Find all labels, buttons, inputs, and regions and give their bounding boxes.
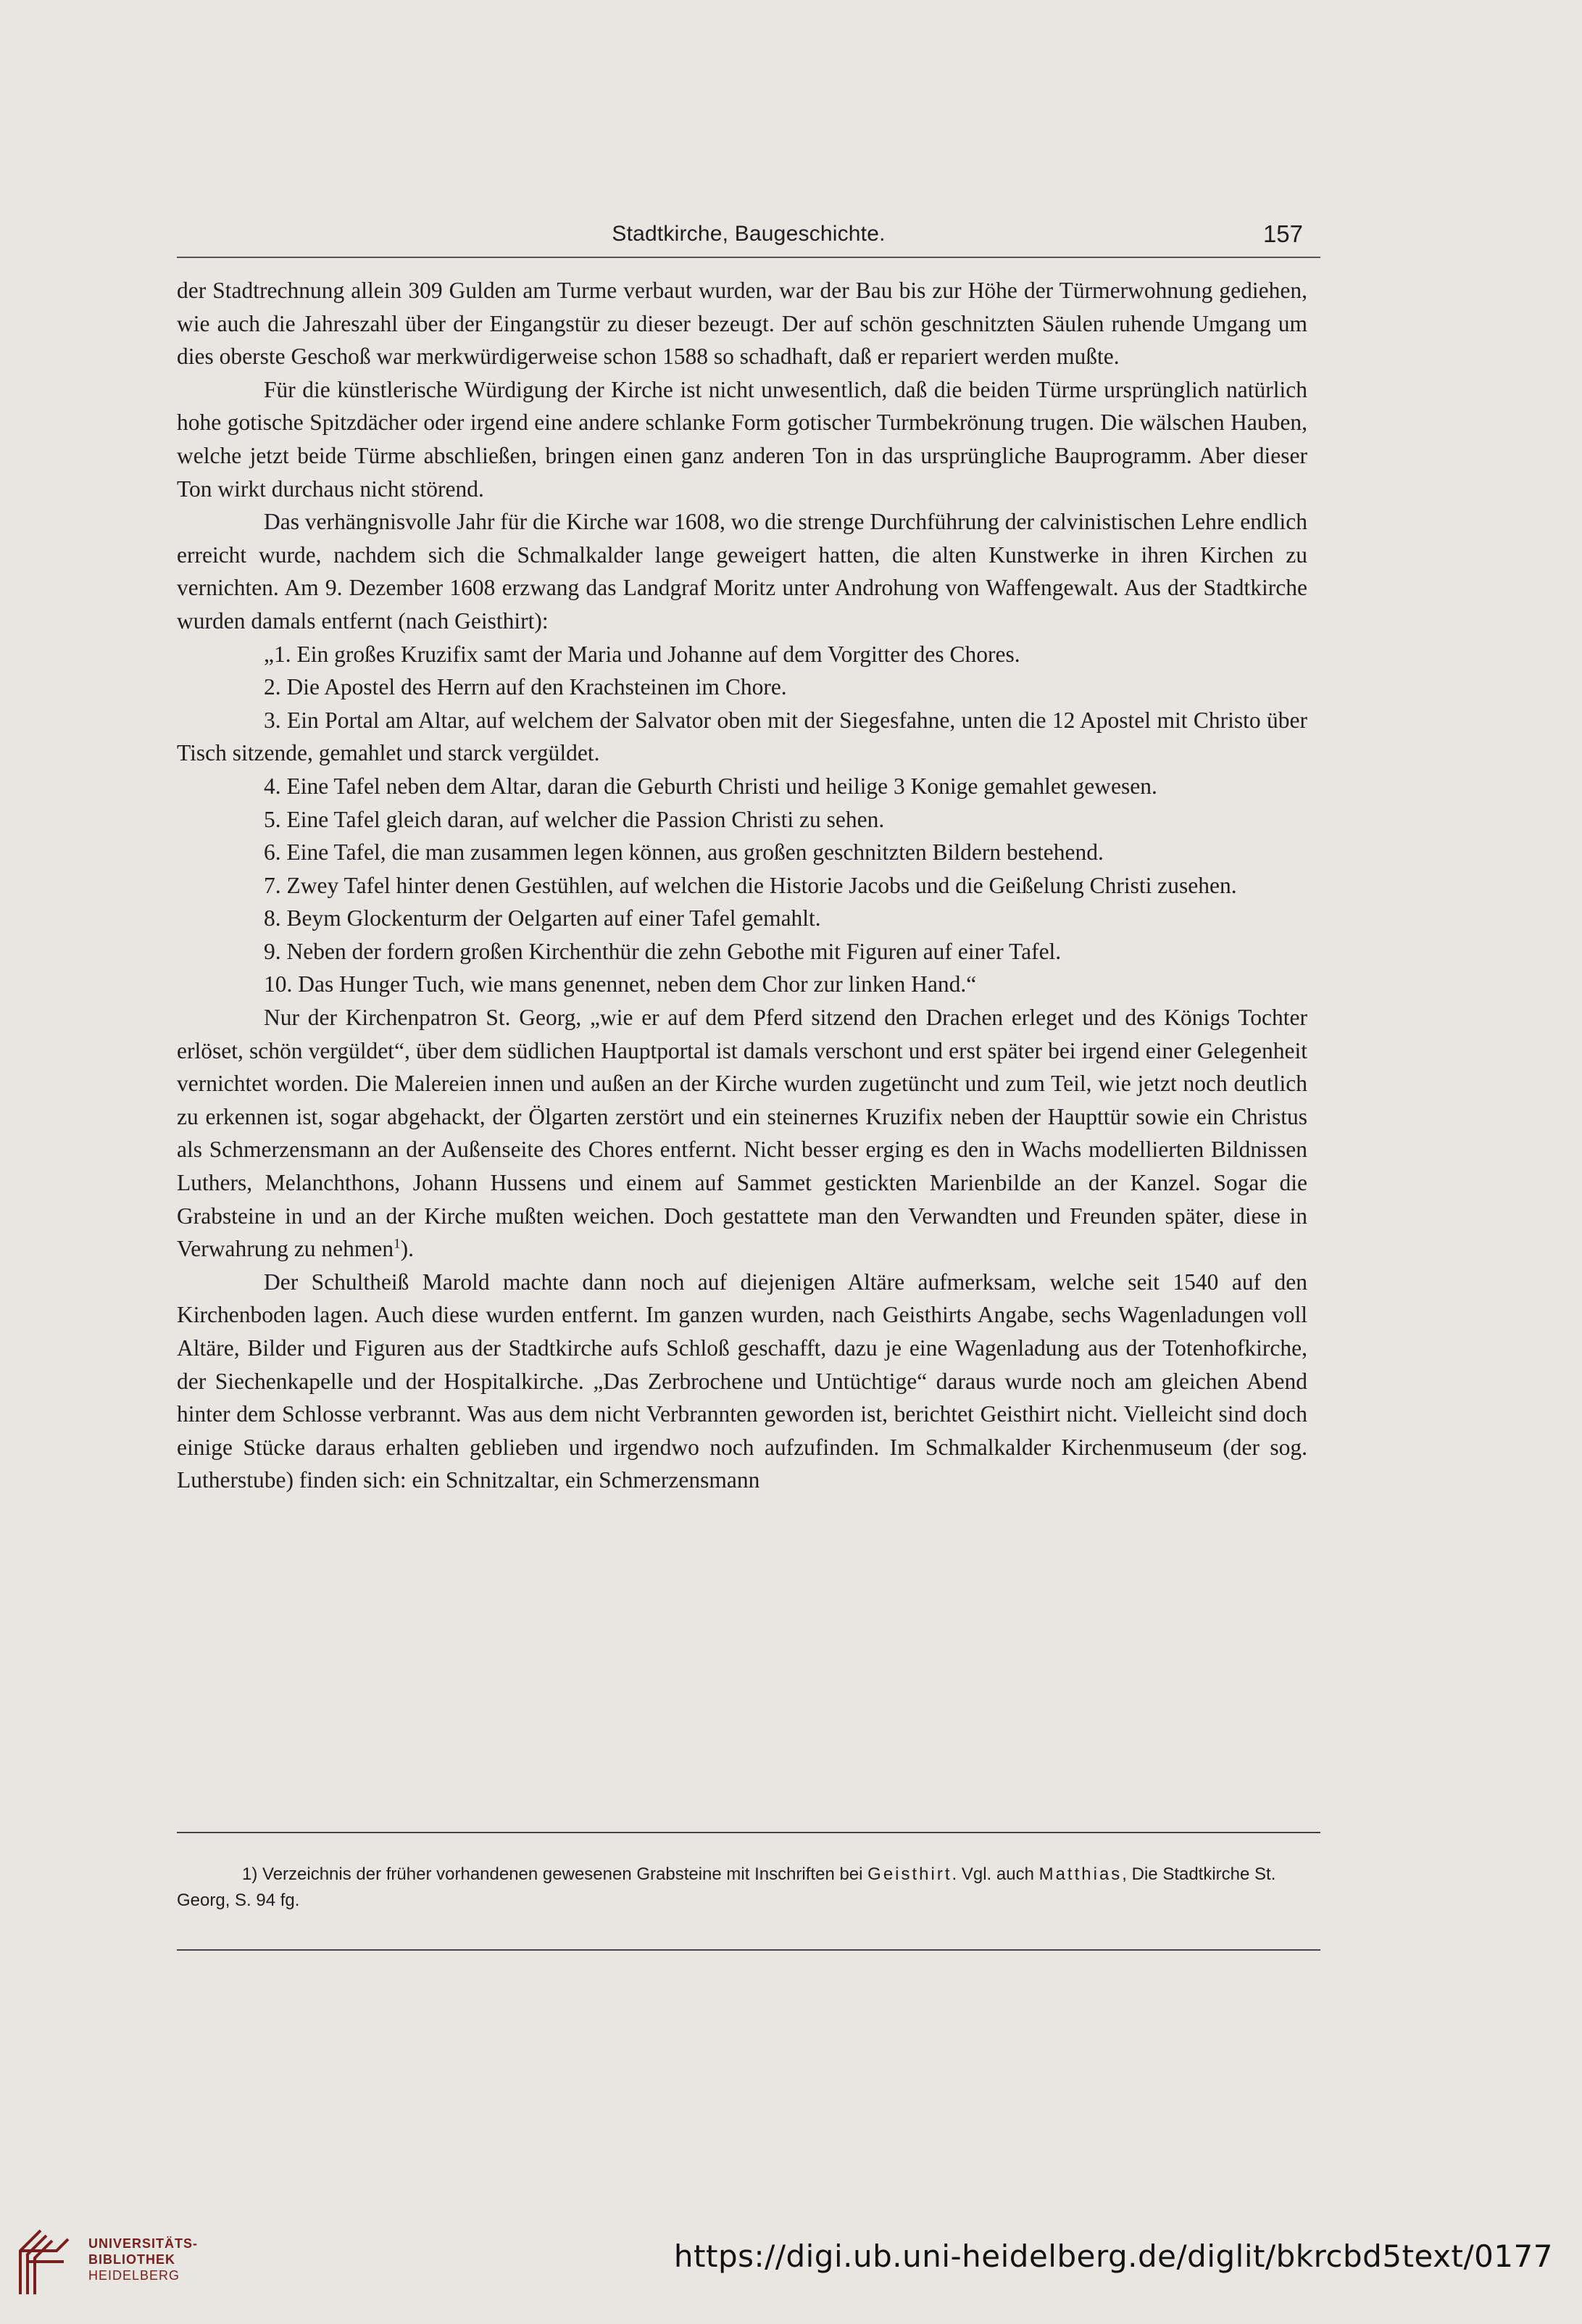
footnote-rule [177, 1832, 1320, 1833]
footnote-part: 1) Verzeichnis der früher vorhandenen gewesenen Grabsteine mit Inschriften bei [242, 1864, 868, 1884]
page-number: 157 [1262, 220, 1303, 247]
library-name-line: BIBLIOTHEK [88, 2252, 175, 2267]
paragraph [177, 1001, 1307, 1266]
library-name [88, 2236, 198, 2283]
paragraph-text: Nur der Kirchenpatron St. Georg, „wie er auf dem Pferd sitzend den Drachen erleget und des Königs Tochter erlöset, schön vergüldet“, über dem südlichen Hauptportal ist damals verschont und erst später bei irgend einer Gelegenheit vernichtet worden. Die Malereien innen und außen an der Kirche wurden zugetüncht und zum Teil, wie jetzt noch deutlich zu erkennen ist, sogar abgehackt, der Ölgarten zerstört und ein steinernes Kruzifix neben der Haupttür sowie ein Christus als Schmerzensmann an der Außenseite des Chores entfernt. Nicht besser erging es den in Wachs modellierten Bildnissen Luthers, Melanchthons, Johann Hussens und einem auf Sammet gestickten Marienbilde an der Kanzel. Sogar die Grabsteine in und an der Kirche mußten weichen. Doch gestattete man den Verwandten und Freunden später, diese in Verwahrung zu nehmen [177, 1005, 1307, 1262]
paragraph-end: ). [400, 1236, 415, 1262]
list-item: 8. Beym Glockenturm der Oelgarten auf einer Tafel gemahlt. [264, 905, 821, 931]
header-rule [177, 257, 1320, 258]
running-title: Stadtkirche, Baugeschichte. [612, 222, 886, 246]
running-header [177, 219, 1320, 260]
digitization-footer [0, 2204, 1582, 2324]
paragraph: der Stadtrechnung allein 309 Gulden am Turme verbaut wurden, war der Bau bis zur Höhe der Türmerwohnung gediehen, wie auch die Jahreszahl über der Eingangstür zu dieser bezeugt. Der auf schön geschnitzten Säulen ruhende Umgang um dies oberste Geschoß war merkwürdigerweise schon 1588 so schadhaft, daß er repariert werden mußte. [177, 278, 1307, 370]
library-name-line: UNIVERSITÄTS- [88, 2236, 199, 2251]
list-item: 5. Eine Tafel gleich daran, auf welcher die Passion Christi zu sehen. [264, 806, 885, 832]
body-text [177, 274, 1307, 1497]
list-item: 9. Neben der fordern großen Kirchenthür die zehn Gebothe mit Figuren auf einer Tafel. [264, 938, 1062, 964]
footnote-marker[interactable]: 1 [394, 1236, 401, 1252]
list-item: 6. Eine Tafel, die man zusammen legen können, aus großen geschnitzten Bildern bestehend. [264, 839, 1104, 866]
list-item: 2. Die Apostel des Herrn auf den Krachsteinen im Chore. [264, 674, 787, 700]
paragraph: Für die künstlerische Würdigung der Kirche ist nicht unwesentlich, daß die beiden Türme ursprünglich natürlich hohe gotische Spitzdächer oder irgend eine andere schlanke Form gotischer Turmbekrönung trugen. Die wälschen Hauben, welche jetzt beide Türme abschließen, bringen einen ganz anderen Ton in das ursprüngliche Bauprogramm. Aber dieser Ton wirkt durchaus nicht störend. [177, 376, 1307, 502]
list-item: 4. Eine Tafel neben dem Altar, daran die Geburth Christi und heilige 3 Konige gemahlet gewesen. [264, 773, 1157, 799]
footnote-author: Matthias [1038, 1864, 1123, 1884]
library-name-line: HEIDELBERG [88, 2268, 180, 2283]
list-item: 3. Ein Portal am Altar, auf welchem der Salvator oben mit der Siegesfahne, unten die 12 Apostel mit Christo über Tisch sitzende, gemahlet und starck vergüldet. [177, 707, 1307, 766]
list-item: 7. Zwey Tafel hinter denen Gestühlen, auf welchen die Historie Jacobs und die Geißelung Christi zusehen. [264, 872, 1237, 898]
library-logo-icon [13, 2225, 74, 2298]
footnote-part: . Vgl. auch [952, 1864, 1039, 1884]
footnote-author: Geisthirt [867, 1864, 952, 1884]
footnote-part: , Die Stadtkirche St. Georg, S. 94 fg. [177, 1864, 1276, 1910]
bottom-rule [177, 1949, 1320, 1951]
source-url[interactable]: https://digi.ub.uni-heidelberg.de/diglit/bkrcbd5text/0177 [673, 2238, 1553, 2274]
paragraph: Der Schultheiß Marold machte dann noch auf diejenigen Altäre aufmerksam, welche seit 1540 auf den Kirchenboden lagen. Auch diese wurden entfernt. Im ganzen wurden, nach Geisthirts Angabe, sechs Wagenladungen voll Altäre, Bilder und Figuren aus der Stadtkirche aufs Schloß geschafft, dazu je eine Wagenladung aus der Totenhofkirche, der Siechenkapelle und der Hospitalkirche. „Das Zerbrochene und Untüchtige“ daraus wurde noch am gleichen Abend hinter dem Schlosse verbrannt. Was aus dem nicht Verbrannten geworden ist, berichtet Geisthirt nicht. Vielleicht sind doch einige Stücke daraus erhalten geblieben und irgendwo noch aufzufinden. Im Schmalkalder Kirchenmuseum (der sog. Lutherstube) finden sich: ein Schnitzaltar, ein Schmerzensmann [177, 1269, 1307, 1493]
paragraph: Das verhängnisvolle Jahr für die Kirche war 1608, wo die strenge Durchführung der calvinistischen Lehre endlich erreicht wurde, nachdem sich die Schmalkalder lange geweigert hatten, die alten Kunstwerke in ihren Kirchen zu vernichten. Am 9. Dezember 1608 erzwang das Landgraf Moritz unter Androhung von Waffengewalt. Aus der Stadtkirche wurden damals entfernt (nach Geisthirt): [177, 509, 1307, 634]
footnote-text [177, 1862, 1320, 1914]
footnote [177, 1862, 1320, 1914]
list-item: 10. Das Hunger Tuch, wie mans genennet, neben dem Chor zur linken Hand.“ [264, 971, 977, 997]
list-item: „1. Ein großes Kruzifix samt der Maria und Johanne auf dem Vorgitter des Chores. [264, 641, 1020, 667]
